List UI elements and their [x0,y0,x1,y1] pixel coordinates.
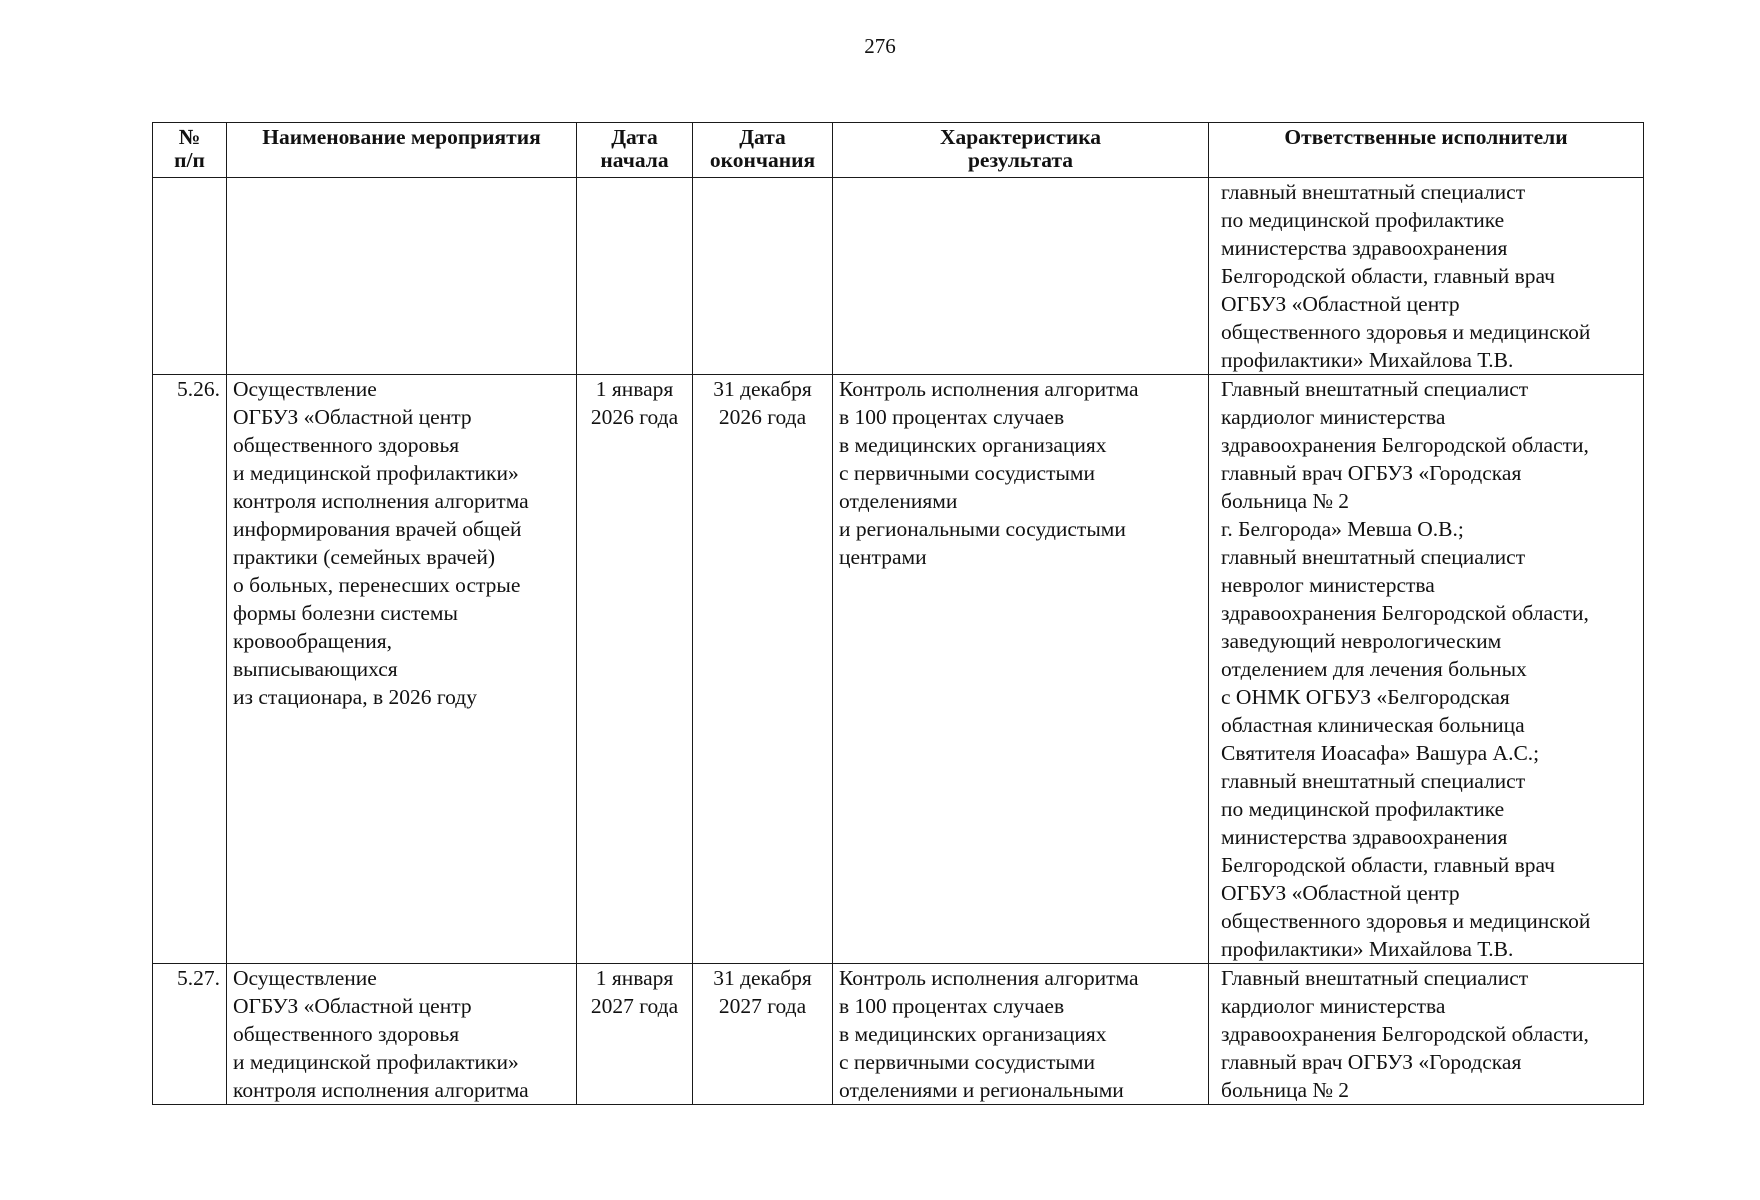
cell-result: Контроль исполнения алгоритма в 100 процентах случаев в медицинских организациях с первичными сосудистыми отделениями и региональными [833,964,1209,1105]
table-row [153,375,1644,964]
header-responsible: Ответственные исполнители [1209,123,1644,178]
page-number: 276 [864,34,896,58]
table-header-row [153,123,1644,178]
table-row [153,964,1644,1105]
cell-start-date [577,178,693,375]
cell-name [227,178,577,375]
cell-name: Осуществление ОГБУЗ «Областной центр общественного здоровья и медицинской профилактики» контроля исполнения алгоритма [227,964,577,1105]
cell-end-date: 31 декабря 2027 года [693,964,833,1105]
cell-responsible: Главный внештатный специалист кардиолог министерства здравоохранения Белгородской области, главный врач ОГБУЗ «Городская больница № 2 [1209,964,1644,1105]
cell-responsible: главный внештатный специалист по медицинской профилактике министерства здравоохранения Белгородской области, главный врач ОГБУЗ «Областной центр общественного здоровья и медицинской профилактики» Михайлова Т.В. [1209,178,1644,375]
cell-start-date: 1 января 2027 года [577,964,693,1105]
cell-name: Осуществление ОГБУЗ «Областной центр общественного здоровья и медицинской профилактики» контроля исполнения алгоритма информирования врачей общей практики (семейных врачей) о больных, перенесших острые формы болезни системы кровообращения, выписывающихся из стационара, в 2026 году [227,375,577,964]
header-start-date: Дата начала [577,123,693,178]
cell-result: Контроль исполнения алгоритма в 100 процентах случаев в медицинских организациях с первичными сосудистыми отделениями и региональными сосудистыми центрами [833,375,1209,964]
cell-end-date: 31 декабря 2026 года [693,375,833,964]
header-num: № п/п [153,123,227,178]
activities-table [152,122,1644,1105]
cell-num [153,178,227,375]
header-name: Наименование мероприятия [227,123,577,178]
cell-result [833,178,1209,375]
table-row [153,178,1644,375]
cell-end-date [693,178,833,375]
cell-responsible: Главный внештатный специалист кардиолог министерства здравоохранения Белгородской области, главный врач ОГБУЗ «Городская больница № 2 г. Белгорода» Мевша О.В.; главный внештатный специалист невролог министерства здравоохранения Белгородской области, заведующий неврологическим отделением для лечения больных с ОНМК ОГБУЗ «Белгородская областная клиническая больница Святителя Иоасафа» Вашура А.С.; главный внештатный специалист по медицинской профилактике министерства здравоохранения Белгородской области, главный врач ОГБУЗ «Областной центр общественного здоровья и медицинской профилактики» Михайлова Т.В. [1209,375,1644,964]
cell-start-date: 1 января 2026 года [577,375,693,964]
cell-num: 5.26. [153,375,227,964]
header-result: Характеристика результата [833,123,1209,178]
header-end-date: Дата окончания [693,123,833,178]
cell-num: 5.27. [153,964,227,1105]
